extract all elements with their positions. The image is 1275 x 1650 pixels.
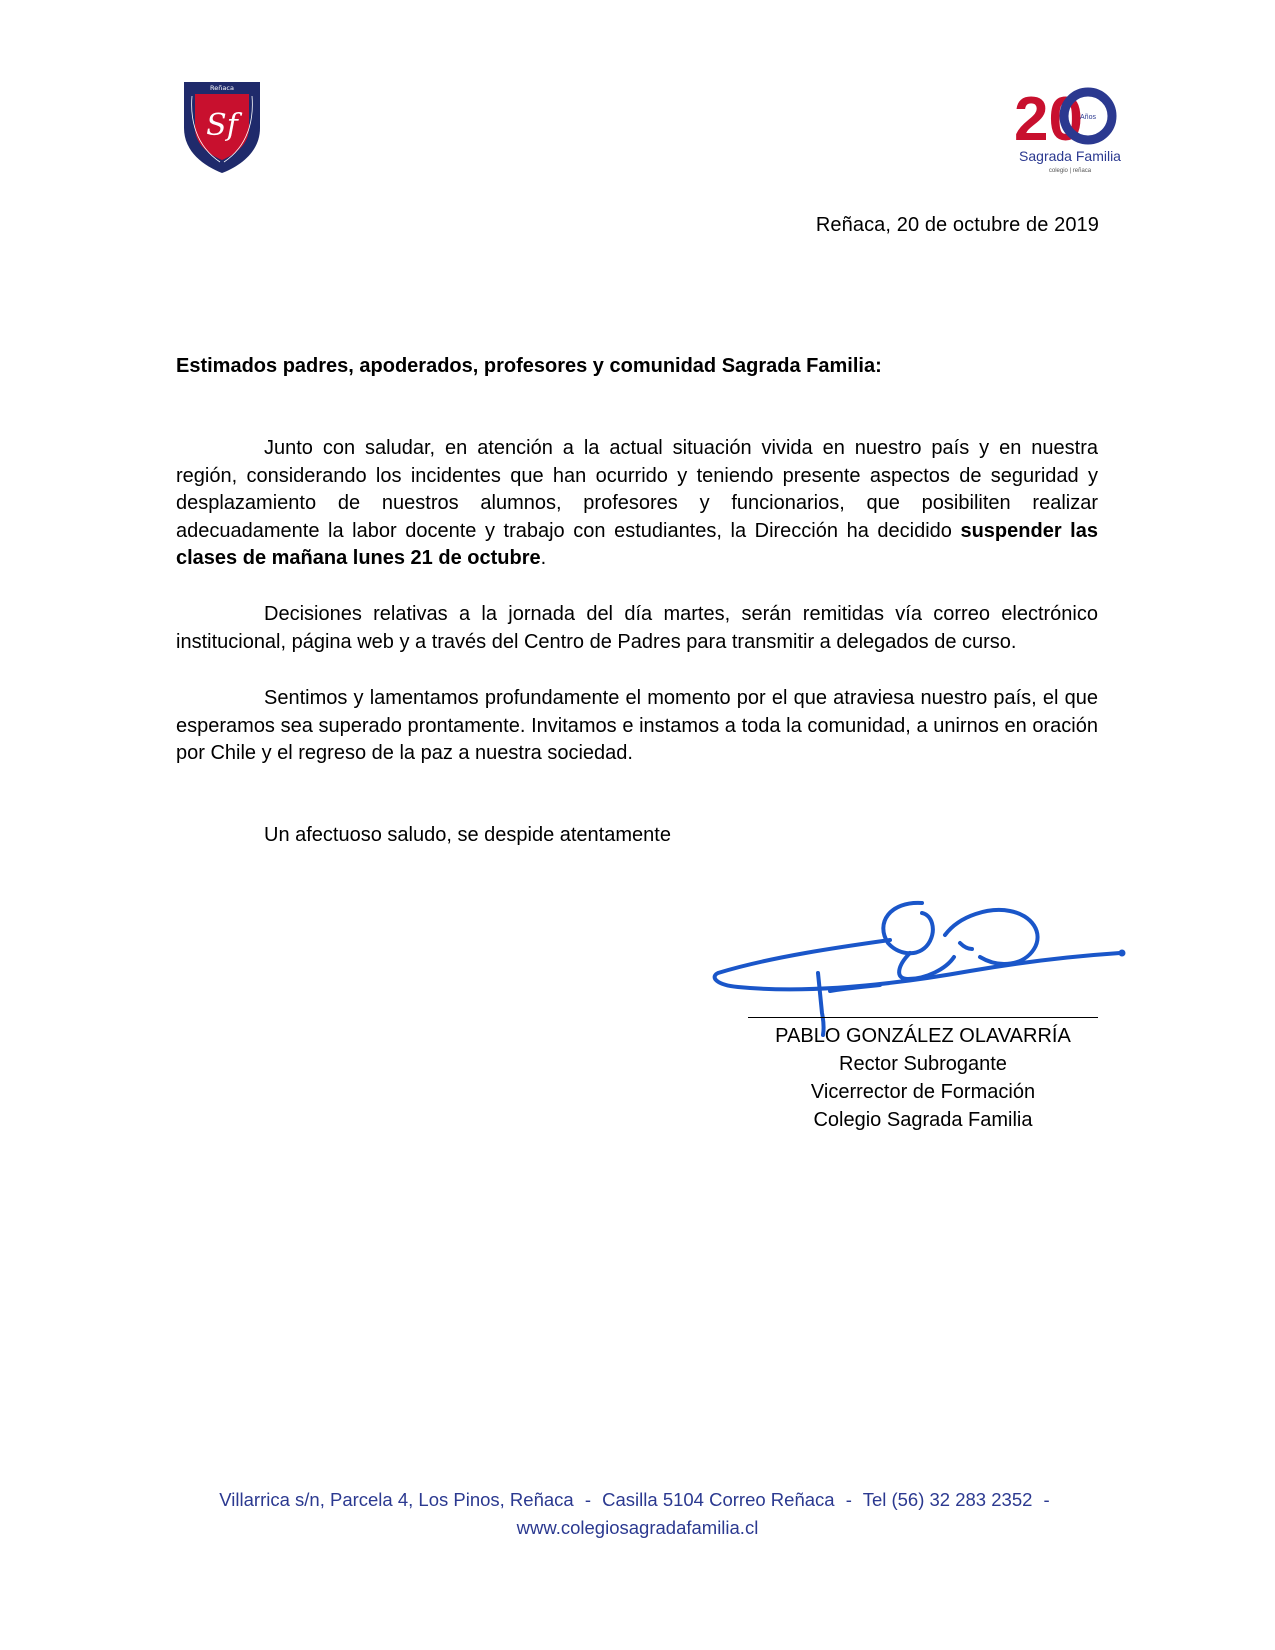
footer-phone: Tel (56) 32 283 2352	[862, 1489, 1033, 1510]
paragraph-2: Decisiones relativas a la jornada del día martes, serán remitidas vía correo electrónico institucional, página web y a través del Centro de Padres para transmitir a delegados de curso.	[176, 603, 1098, 653]
signature-block	[748, 1022, 1098, 1134]
anniversary-tagline: colegio | reñaca	[1048, 168, 1092, 174]
anniversary-number: 20	[1014, 85, 1083, 154]
signatory-title-1: Rector Subrogante	[839, 1053, 1007, 1075]
anniversary-20-logo-icon	[1010, 84, 1130, 184]
footer-mailbox: Casilla 5104 Correo Reñaca	[602, 1489, 835, 1510]
letter-salutation: Estimados padres, apoderados, profesores y comunidad Sagrada Familia:	[176, 355, 882, 377]
letter-footer	[0, 1486, 1275, 1542]
letter-closing: Un afectuoso saludo, se despide atentamente	[264, 824, 671, 846]
crest-monogram: Sf	[206, 108, 238, 143]
paragraph-1-bold: suspender las clases de mañana lunes 21 de octubre	[176, 519, 1098, 569]
footer-address: Villarrica s/n, Parcela 4, Los Pinos, Reñaca	[219, 1489, 574, 1510]
anniversary-small-label: Años	[1080, 114, 1096, 121]
paragraph-1	[176, 435, 1098, 573]
signatory-institution: Colegio Sagrada Familia	[813, 1109, 1033, 1131]
footer-line-1	[0, 1486, 1275, 1514]
letter-date: Reñaca, 20 de octubre de 2019	[815, 214, 1099, 236]
footer-separator: -	[845, 1489, 852, 1510]
signature-line	[748, 1017, 1098, 1018]
paragraph-3: Sentimos y lamentamos profundamente el momento por el que atraviesa nuestro país, el que esperamos sea superado prontamente. Invitamos e instamos a toda la comunidad, a unirnos en oración por Chile y el regreso de la paz a nuestra sociedad.	[176, 687, 1098, 764]
paragraph-1-text: Junto con saludar, en atención a la actual situación vivida en nuestro país y en nuestra región, considerando los incidentes que han ocurrido y teniendo presente aspectos de seguridad y desplazamiento de nuestros alumnos, profesores y funcionarios, que posibiliten realizar adecuadamente la labor docente y trabajo con estudiantes, la Dirección ha decidido	[176, 437, 1098, 542]
school-crest-icon	[182, 80, 262, 175]
footer-separator: -	[584, 1489, 592, 1510]
signatory-title-2: Vicerrector de Formación	[810, 1081, 1036, 1103]
footer-website[interactable]: www.colegiosagradafamilia.cl	[516, 1517, 759, 1538]
handwritten-signature-icon	[710, 895, 1130, 1040]
signatory-name: PABLO GONZÁLEZ OLAVARRÍA	[775, 1025, 1071, 1047]
footer-separator: -	[1043, 1489, 1050, 1510]
crest-top-text: Reñaca	[210, 84, 234, 92]
anniversary-name: Sagrada Familia	[1019, 148, 1121, 164]
paragraph-1-end: .	[540, 547, 547, 569]
